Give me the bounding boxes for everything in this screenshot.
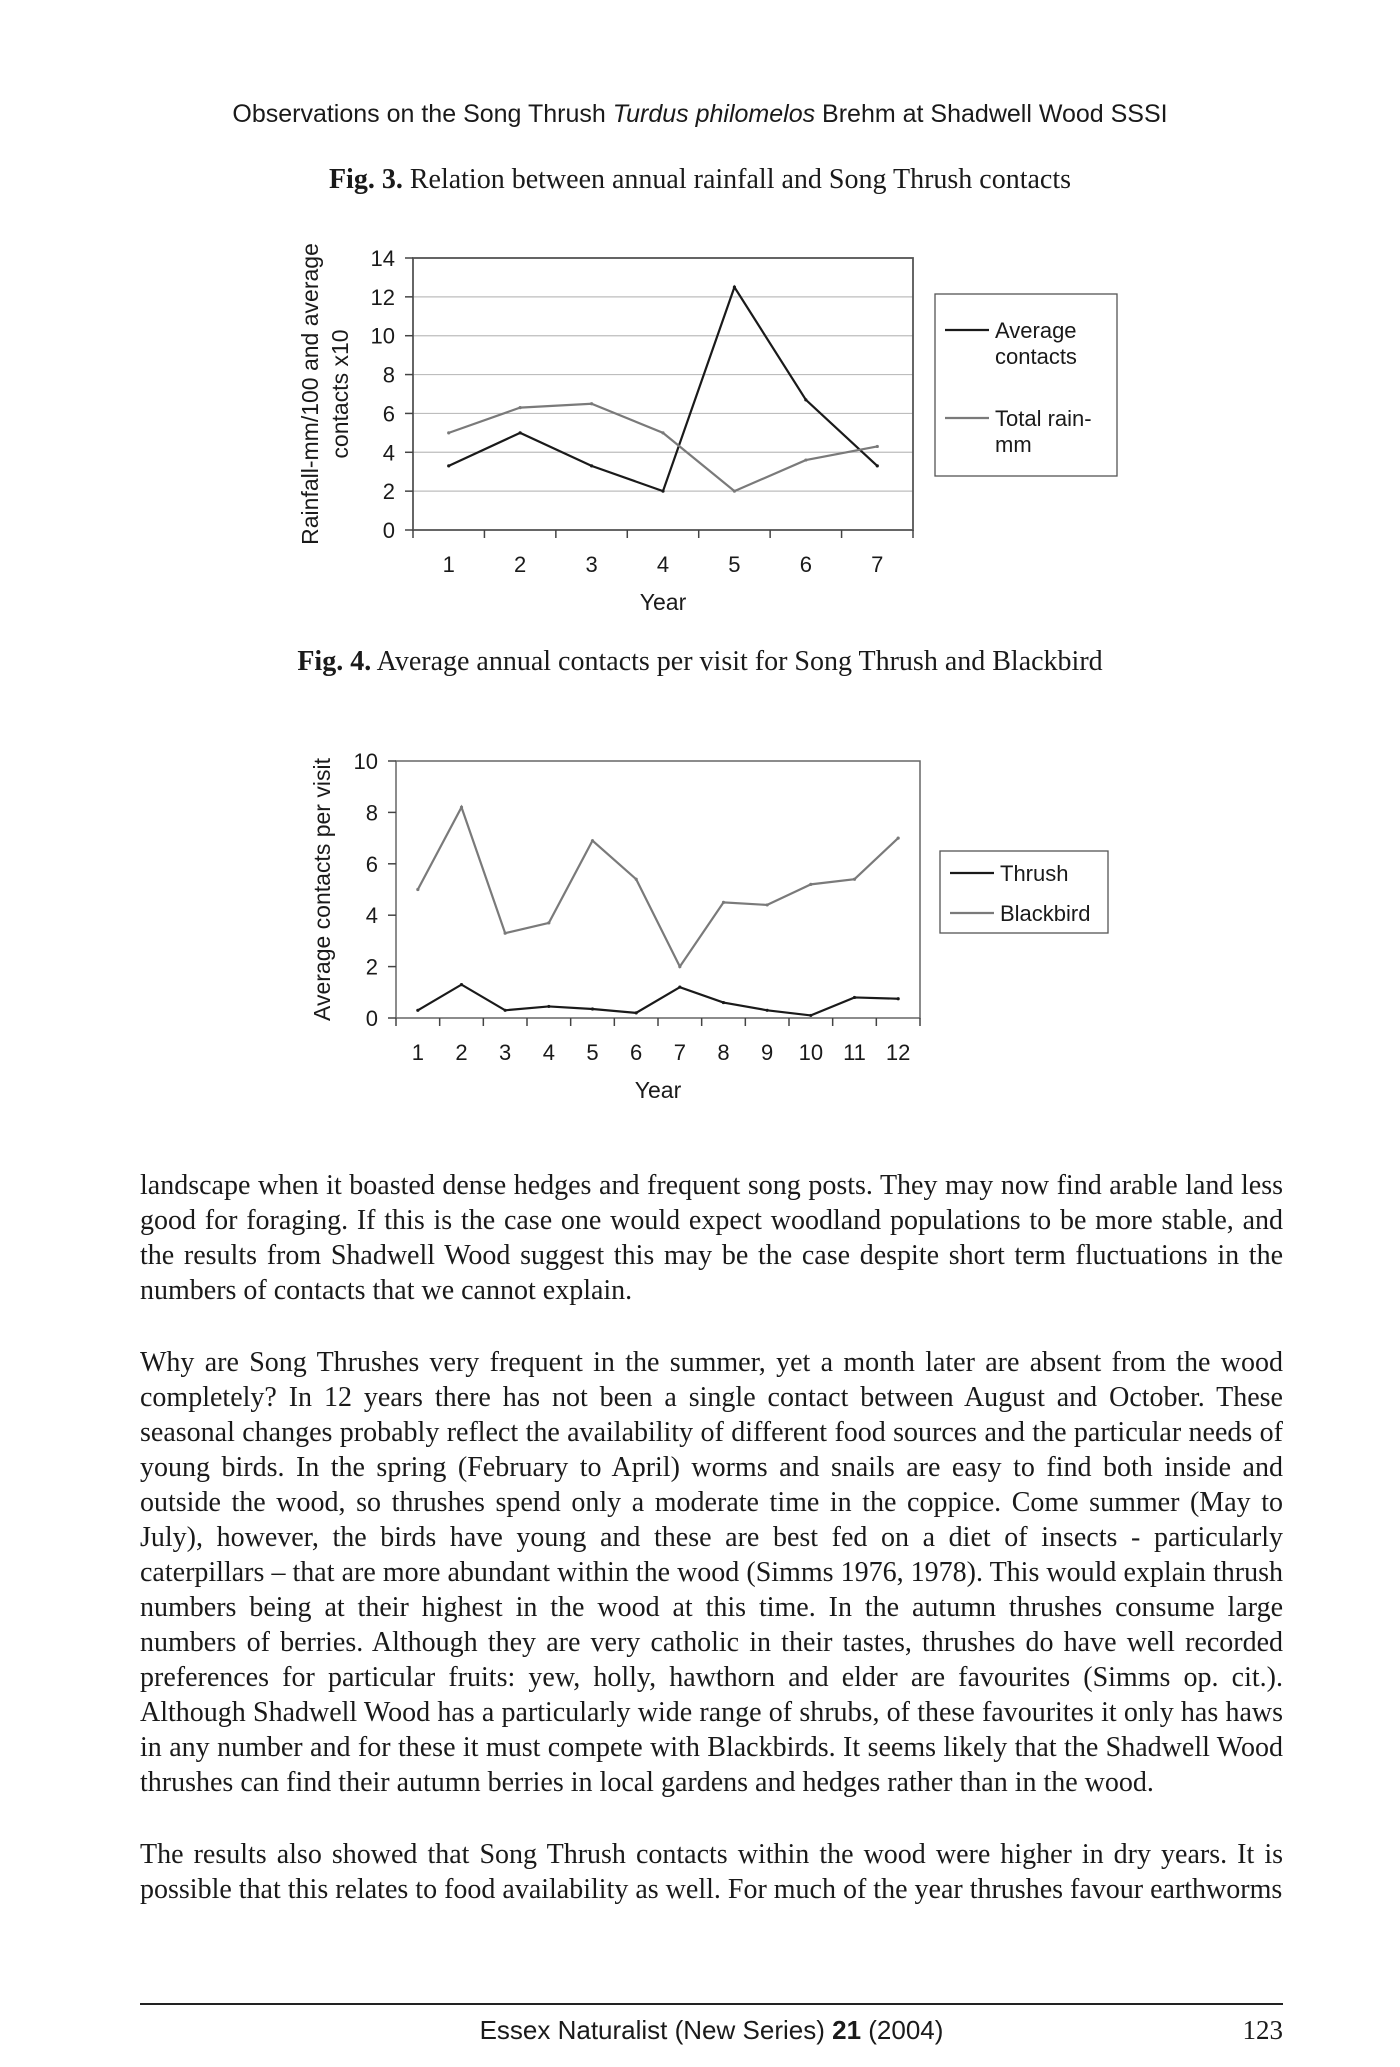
fig3-y-tick-label: 14 [370,246,395,271]
figure-4-caption-text: Average annual contacts per visit for Song Thrush and Blackbird [371,646,1103,677]
fig3-x-tick-label: 3 [585,552,598,577]
fig4-legend-label: Blackbird [1000,901,1091,926]
fig3-x-tick-label: 1 [442,552,455,577]
fig3-y-tick-label: 6 [382,401,395,427]
figure-3-label: Fig. 3. [328,164,403,195]
paragraph: The results also showed that Song Thrush contacts within the wood were higher in dry years. It is possible that this relates to food availability as well. For much of the year thrushes favour earthworms [140,1839,1283,1905]
fig4-x-tick-label: 9 [761,1040,774,1065]
fig4-data-point [678,965,681,968]
journal-volume: 21 [832,2015,862,2045]
fig3-y-axis-title: contacts x10 [327,329,353,459]
fig4-x-tick-label: 10 [798,1040,824,1065]
figure-3-caption-text: Relation between annual rainfall and Song Thrush contacts [402,164,1072,195]
fig4-data-point [460,983,463,986]
fig4-data-point [460,806,463,809]
fig4-y-tick-label: 10 [353,749,378,774]
fig3-y-tick-label: 8 [382,362,395,388]
fig4-data-point [591,839,594,842]
fig3-x-tick-label: 2 [514,552,527,577]
fig4-data-point [809,1014,812,1017]
fig4-y-tick-label: 0 [365,1006,378,1031]
fig4-plot-frame [396,761,920,1018]
fig4-data-point [591,1007,594,1010]
fig4-series-line-2 [418,807,898,966]
fig4-data-point [766,903,769,906]
footer-divider [140,2003,1283,2005]
fig4-x-tick-label: 5 [586,1040,599,1065]
fig4-x-axis-title: Year [634,1077,682,1103]
page-footer [140,2015,1283,2055]
fig4-data-point [547,1005,550,1008]
fig4-x-tick-label: 1 [411,1040,424,1065]
fig4-data-point [416,888,419,891]
fig4-y-tick-label: 2 [365,954,378,980]
journal-citation [140,2015,1283,2046]
paragraph: landscape when it boasted dense hedges and frequent song posts. They may now find arable land less good for foraging. If this is the case one would expect woodland populations to be more stable, and the results from Shadwell Wood suggest this may be the case despite short term fluctuations in the numbers of contacts that we cannot explain. [140,1170,1283,1306]
fig3-x-tick-label: 5 [728,552,741,577]
fig4-data-point [809,883,812,886]
fig3-y-axis-title: Rainfall-mm/100 and average [297,243,323,545]
fig4-data-point [504,1009,507,1012]
fig3-legend-label: Average [995,318,1077,343]
journal-name: Essex Naturalist (New Series) [479,2015,833,2045]
fig4-x-tick-label: 6 [630,1040,643,1065]
fig4-x-tick-label: 4 [542,1040,555,1065]
fig4-y-tick-label: 6 [365,851,378,877]
fig3-y-tick-label: 12 [370,284,395,310]
fig3-y-tick-label: 4 [382,440,395,466]
fig3-x-tick-label: 4 [656,552,670,577]
header-prefix: Observations on the Song Thrush [232,100,613,128]
journal-year: (2004) [861,2015,944,2045]
fig4-data-point [504,932,507,935]
fig4-data-point [635,1011,638,1014]
fig3-y-tick-label: 0 [382,518,395,543]
paragraph: Why are Song Thrushes very frequent in the summer, yet a month later are absent from the wood completely? In 12 years there has not been a single contact between August and October. These seasonal changes probably reflect the availability of different food sources and the particular needs of young birds. In the spring (February to April) worms and snails are easy to find both inside and outside the wood, so thrushes spend only a moderate time in the coppice. Come summer (May to July), however, the birds have young and these are best fed on a diet of insects - particularly caterpillars – that are more abundant within the wood (Simms 1976, 1978). This would explain thrush numbers being at their highest in the wood at this time. In the autumn thrushes consume large numbers of berries. Although they are very catholic in their tastes, thrushes do have well recorded preferences for particular fruits: yew, holly, hawthorn and elder are favourites (Simms op. cit.). Although Shadwell Wood has a particularly wide range of shrubs, of these favourites it only has haws in any number and for these it must compete with Blackbirds. It seems likely that the Shadwell Wood thrushes can find their autumn berries in local gardens and hedges rather than in the wood. [140,1347,1283,1798]
fig4-x-tick-label: 7 [673,1040,686,1065]
header-species: Turdus philomelos [612,100,816,128]
fig4-y-tick-label: 4 [365,903,378,929]
fig4-data-point [853,996,856,999]
fig3-legend-label: mm [995,432,1032,457]
fig4-x-tick-label: 12 [885,1040,911,1065]
fig4-series-line-1 [418,985,898,1016]
fig4-x-tick-label: 3 [499,1040,512,1065]
fig4-x-tick-label: 11 [843,1040,866,1065]
figure-4-label: Fig. 4. [297,646,372,677]
fig4-data-point [678,986,681,989]
fig3-y-tick-label: 2 [382,479,395,505]
fig4-x-tick-label: 2 [455,1040,468,1065]
fig3-x-tick-label: 6 [799,552,812,577]
fig4-data-point [853,878,856,881]
fig4-data-point [547,921,550,924]
fig3-x-tick-label: 7 [871,552,884,577]
fig4-legend-label: Thrush [1000,861,1069,886]
header-suffix: Brehm at Shadwell Wood SSSI [815,100,1168,128]
fig4-data-point [722,1001,725,1004]
fig4-y-axis-title: Average contacts per visit [309,758,335,1021]
page-number: 123 [1242,2015,1283,2045]
fig3-legend-label: Total rain- [995,406,1092,431]
fig4-y-tick-label: 8 [365,800,378,826]
fig4-data-point [897,997,900,1000]
fig3-legend-label: contacts [995,344,1077,369]
fig4-data-point [897,837,900,840]
fig4-data-point [416,1009,419,1012]
fig3-x-axis-title: Year [639,589,687,615]
fig4-data-point [722,901,725,904]
body-text [140,1168,1283,1944]
fig3-y-tick-label: 10 [370,323,395,349]
fig4-data-point [766,1009,769,1012]
fig4-data-point [635,878,638,881]
fig4-x-tick-label: 8 [717,1040,730,1065]
